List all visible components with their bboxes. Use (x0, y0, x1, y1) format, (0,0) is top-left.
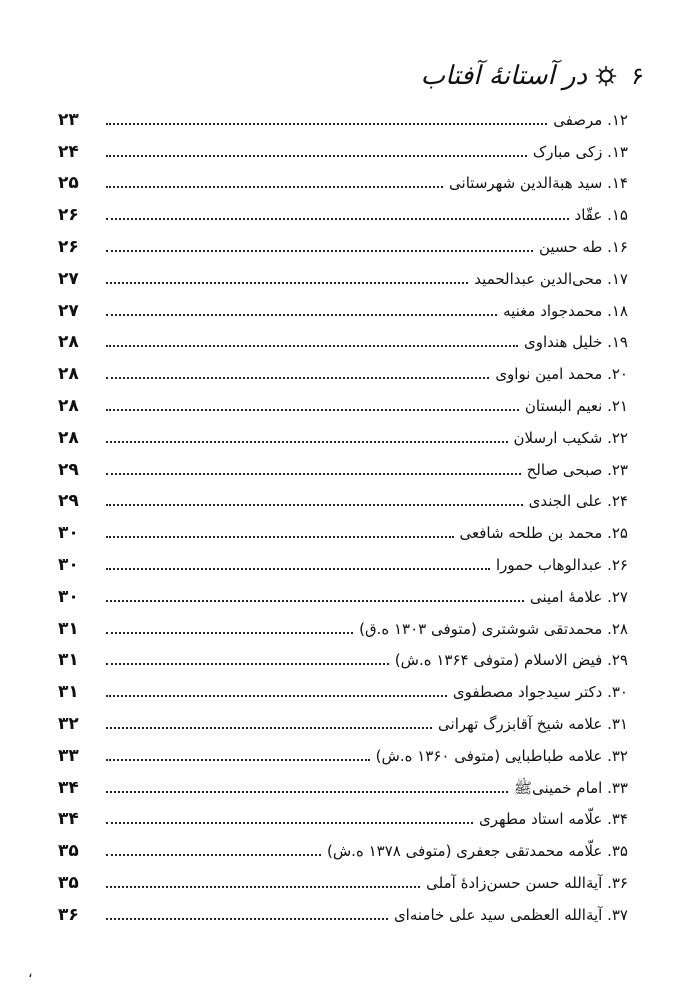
toc-entry (58, 418, 628, 450)
toc-entry-title: ۳۵. علّامه محمدتقی جعفری (متوفی ۱۳۷۸ ه.ش) (327, 842, 628, 861)
toc-entry-title: ۲۳. صبحی صالح (526, 460, 628, 479)
toc-entry (58, 863, 628, 895)
toc-entry (58, 736, 628, 768)
toc-entry-title: ۲۵. محمد بن طلحه شافعی (459, 524, 628, 543)
toc-entry (58, 195, 628, 227)
dot-leader (106, 917, 388, 920)
toc-entry (58, 800, 628, 832)
toc-page-number: ۳۱ (58, 682, 79, 703)
toc-entry (58, 545, 628, 577)
toc-entry (58, 513, 628, 545)
toc-page-number: ۲۸ (58, 332, 79, 353)
toc-page-number: ۲۸ (58, 364, 79, 385)
toc-page-number: ۳۰ (58, 554, 79, 575)
dot-leader (106, 790, 508, 793)
toc-entry-title: ۱۸. محمدجواد مغنیه (503, 301, 628, 320)
toc-entry (58, 831, 628, 863)
toc-page-number: ۳۰ (58, 586, 79, 607)
toc-entry (58, 609, 628, 641)
toc-entry (58, 641, 628, 673)
toc-entry (58, 259, 628, 291)
dot-leader (106, 376, 489, 379)
toc-page-number: ۲۶ (58, 236, 79, 257)
toc-page-number: ۲۷ (58, 300, 79, 321)
dot-leader (106, 440, 508, 443)
toc-page-number: ۲۵ (58, 173, 79, 194)
toc-entry-title: ۲۰. محمد امین نواوی (495, 365, 628, 384)
dot-leader (106, 217, 569, 220)
toc-page-number: ۳۲ (58, 713, 79, 734)
toc-entry-title: ۲۱. نعیم البستان (524, 396, 628, 415)
toc-page-number: ۳۴ (58, 809, 79, 830)
toc-entry (58, 227, 628, 259)
dot-leader (106, 313, 497, 316)
dot-leader (106, 631, 353, 634)
toc-page-number: ۲۷ (58, 268, 79, 289)
toc-page-number: ۲۳ (58, 109, 79, 130)
dot-leader (106, 662, 389, 665)
dot-leader (106, 726, 432, 729)
dot-leader (106, 599, 524, 602)
toc-page-number: ۲۹ (58, 459, 79, 480)
toc-page-number: ۲۸ (58, 427, 79, 448)
book-title: در آستانهٔ آفتاب (420, 61, 588, 91)
toc-entry (58, 577, 628, 609)
toc-entry-title: ۳۲. علامه طباطبایی (متوفی ۱۳۶۰ ه.ش) (375, 746, 628, 765)
dot-leader (106, 694, 447, 697)
toc-entry (58, 354, 628, 386)
toc-entry-title: ۱۵. عقّاد (574, 206, 628, 225)
toc-entry-title: ۳۴. علّامه استاد مطهری (479, 810, 628, 829)
page-header (421, 56, 644, 96)
toc-entry (58, 482, 628, 514)
toc-entry (58, 768, 628, 800)
toc-entry-title: ۳۷. آیةالله العظمی سید علی خامنه‌ای (393, 905, 628, 924)
toc-entry (58, 672, 628, 704)
page-number: ۶ (631, 62, 644, 90)
toc-entry (58, 704, 628, 736)
toc-page-number: ۲۹ (58, 491, 79, 512)
toc-page-number: ۳۴ (58, 777, 79, 798)
toc-page-number: ۳۳ (58, 745, 79, 766)
toc-page-number: ۳۵ (58, 872, 79, 893)
dot-leader (106, 567, 490, 570)
toc-entry-title: ۲۶. عبدالوهاب حمورا (496, 555, 628, 574)
toc-entry-title: ۳۱. علامه شیخ آقابزرگ تهرانی (438, 714, 628, 733)
toc-entry-title: ۱۴. سید هبةالدین شهرستانی (449, 174, 628, 193)
dot-leader (106, 408, 519, 411)
toc-entry-title: ۱۷. محی‌الدین عبدالحمید (474, 269, 628, 288)
dot-leader (106, 821, 473, 824)
toc-page-number: ۳۶ (58, 904, 79, 925)
toc-page-number: ۲۴ (58, 141, 79, 162)
corner-mark: ، (28, 965, 33, 981)
toc-entry (58, 100, 628, 132)
toc-entry (58, 450, 628, 482)
dot-leader (106, 185, 443, 188)
dot-leader (106, 281, 468, 284)
toc-page-number: ۳۱ (58, 618, 79, 639)
toc-page-number: ۳۰ (58, 523, 79, 544)
toc-entry-title: ۱۳. زکی مبارک (532, 142, 628, 161)
toc-page-number: ۳۱ (58, 650, 79, 671)
toc-entry-title: ۱۹. خلیل هنداوی (523, 333, 628, 352)
toc-entry (58, 386, 628, 418)
toc-entry-title: ۳۰. دکتر سیدجواد مصطفوی (452, 683, 628, 702)
dot-leader (106, 249, 533, 252)
toc-entry (58, 895, 628, 927)
toc-entry-title: ۲۹. فیض الاسلام (متوفی ۱۳۶۴ ه.ش) (394, 651, 628, 670)
toc-page-number: ۲۸ (58, 395, 79, 416)
toc-entry-title: ۳۶. آیةالله حسن حسن‌زادهٔ آملی (426, 873, 628, 892)
dot-leader (106, 535, 454, 538)
dot-leader (106, 853, 321, 856)
sun-ornament-icon (595, 65, 617, 87)
dot-leader (106, 758, 370, 761)
toc-page-number: ۲۶ (58, 205, 79, 226)
toc-entry (58, 164, 628, 196)
toc-entry-title: ۲۷. علامهٔ امینی (529, 587, 628, 606)
dot-leader (106, 154, 527, 157)
dot-leader (106, 885, 420, 888)
toc-entry (58, 323, 628, 355)
toc-entry-title: ۲۲. شکیب ارسلان (513, 428, 628, 447)
toc-entry-title: ۲۴. علی الجندی (528, 492, 628, 511)
dot-leader (106, 472, 521, 475)
toc-entry (58, 291, 628, 323)
dot-leader (106, 122, 547, 125)
toc-entry-title: ۲۸. محمدتقی شوشتری (متوفی ۱۳۰۳ ه.ق) (359, 619, 628, 638)
toc-entry-title: ۱۶. طه حسین (538, 237, 628, 256)
toc-entry (58, 132, 628, 164)
table-of-contents (58, 100, 628, 927)
toc-entry-title: ۱۲. مرصفی (553, 110, 628, 129)
dot-leader (106, 344, 518, 347)
toc-entry-title: ۳۳. امام خمینیﷺ (513, 778, 628, 797)
dot-leader (106, 503, 523, 506)
toc-page-number: ۳۵ (58, 841, 79, 862)
